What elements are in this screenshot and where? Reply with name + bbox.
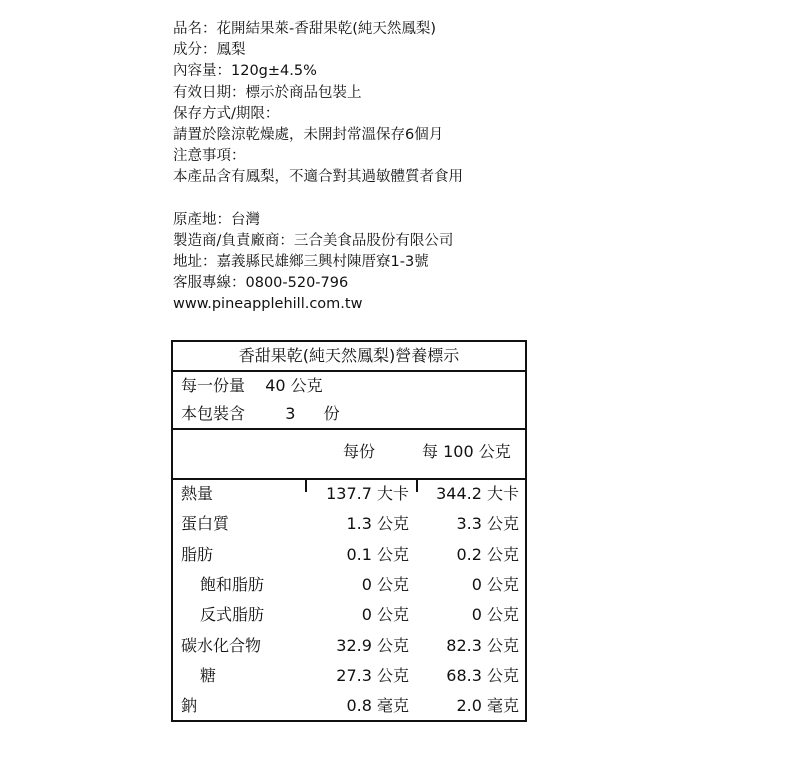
nutrient-name: 飽和脂肪 bbox=[200, 574, 265, 594]
nutrient-name: 鈉 bbox=[181, 696, 198, 716]
info-spacer bbox=[173, 189, 463, 210]
nutrient-per-100g: 0 公克 bbox=[471, 574, 519, 594]
nutrition-panel bbox=[171, 340, 527, 722]
nutrient-per-serving: 0 公克 bbox=[361, 605, 409, 625]
info-product-name: 品名：花開結果萊-香甜果乾(純天然鳳梨) bbox=[173, 21, 437, 37]
nutrient-row bbox=[173, 509, 525, 539]
info-expiry: 有效日期：標示於商品包裝上 bbox=[173, 84, 362, 101]
nutrition-title: 香甜果乾(純天然鳳梨)營養標示 bbox=[238, 346, 460, 365]
info-storage-heading: 保存方式/期限： bbox=[173, 105, 280, 122]
nutrient-per-serving: 0 公克 bbox=[361, 574, 409, 594]
info-address: 地址：嘉義縣民雄鄉三興村陳厝寮1-3號 bbox=[173, 254, 429, 271]
info-notes-text: 本產品含有鳳梨，不適合對其過敏體質者食用 bbox=[173, 169, 463, 186]
col-per-serving: 每份 bbox=[343, 442, 376, 461]
nutrient-row bbox=[173, 600, 525, 630]
nutrient-name: 蛋白質 bbox=[181, 514, 230, 534]
info-storage-text: 請置於陰涼乾燥處，未開封常溫保存6個月 bbox=[173, 126, 444, 143]
nutrient-per-serving: 32.9 公克 bbox=[336, 635, 409, 655]
servings-line bbox=[181, 404, 340, 424]
serving-size-label: 每一份量 bbox=[181, 376, 246, 395]
nutrient-name: 脂肪 bbox=[181, 544, 214, 564]
nutrient-row bbox=[173, 691, 525, 721]
product-info bbox=[173, 19, 463, 316]
servings-unit: 份 bbox=[323, 404, 340, 423]
nutrient-per-100g: 3.3 公克 bbox=[456, 514, 519, 534]
nutrient-per-serving: 137.7 大卡 bbox=[326, 484, 409, 503]
nutrient-row bbox=[173, 661, 525, 691]
nutrient-per-serving: 1.3 公克 bbox=[346, 514, 409, 534]
nutrient-name: 反式脂肪 bbox=[200, 605, 265, 625]
nutrient-per-serving: 0.1 公克 bbox=[346, 544, 409, 564]
nutrient-row bbox=[173, 479, 525, 509]
serving-size-value: 40 公克 bbox=[265, 376, 323, 395]
nutrient-row bbox=[173, 570, 525, 600]
info-net-content: 內容量：120g±4.5% bbox=[173, 63, 317, 80]
info-manufacturer: 製造商/負責廠商：三合美食品股份有限公司 bbox=[173, 232, 454, 249]
nutrient-per-100g: 0 公克 bbox=[471, 605, 519, 625]
servings-label: 本包裝含 bbox=[181, 404, 246, 423]
col-per-100g: 每 100 公克 bbox=[422, 442, 511, 461]
nutrient-per-100g: 68.3 公克 bbox=[446, 665, 519, 685]
info-ingredients: 成分：鳳梨 bbox=[173, 42, 246, 59]
nutrient-row bbox=[173, 631, 525, 661]
title-divider bbox=[173, 370, 525, 372]
info-hotline: 客服專線：0800-520-796 bbox=[173, 275, 349, 292]
info-origin: 原產地：台灣 bbox=[173, 211, 260, 228]
nutrient-name: 碳水化合物 bbox=[181, 635, 262, 655]
nutrient-per-serving: 27.3 公克 bbox=[336, 665, 409, 685]
nutrient-per-100g: 0.2 公克 bbox=[456, 544, 519, 564]
nutrient-per-100g: 82.3 公克 bbox=[446, 635, 519, 655]
serving-size-line bbox=[181, 376, 323, 396]
nutrient-row bbox=[173, 540, 525, 570]
nutrient-name: 糖 bbox=[200, 665, 217, 685]
info-website: www.pineapplehill.com.tw bbox=[173, 296, 363, 313]
servings-value: 3 bbox=[285, 404, 296, 423]
nutrient-per-100g: 344.2 大卡 bbox=[436, 484, 519, 503]
nutrient-name: 熱量 bbox=[181, 484, 214, 503]
serving-divider bbox=[173, 428, 525, 430]
info-notes-heading: 注意事項： bbox=[173, 148, 246, 165]
nutrient-per-serving: 0.8 毫克 bbox=[346, 696, 409, 716]
nutrient-per-100g: 2.0 毫克 bbox=[456, 696, 519, 716]
